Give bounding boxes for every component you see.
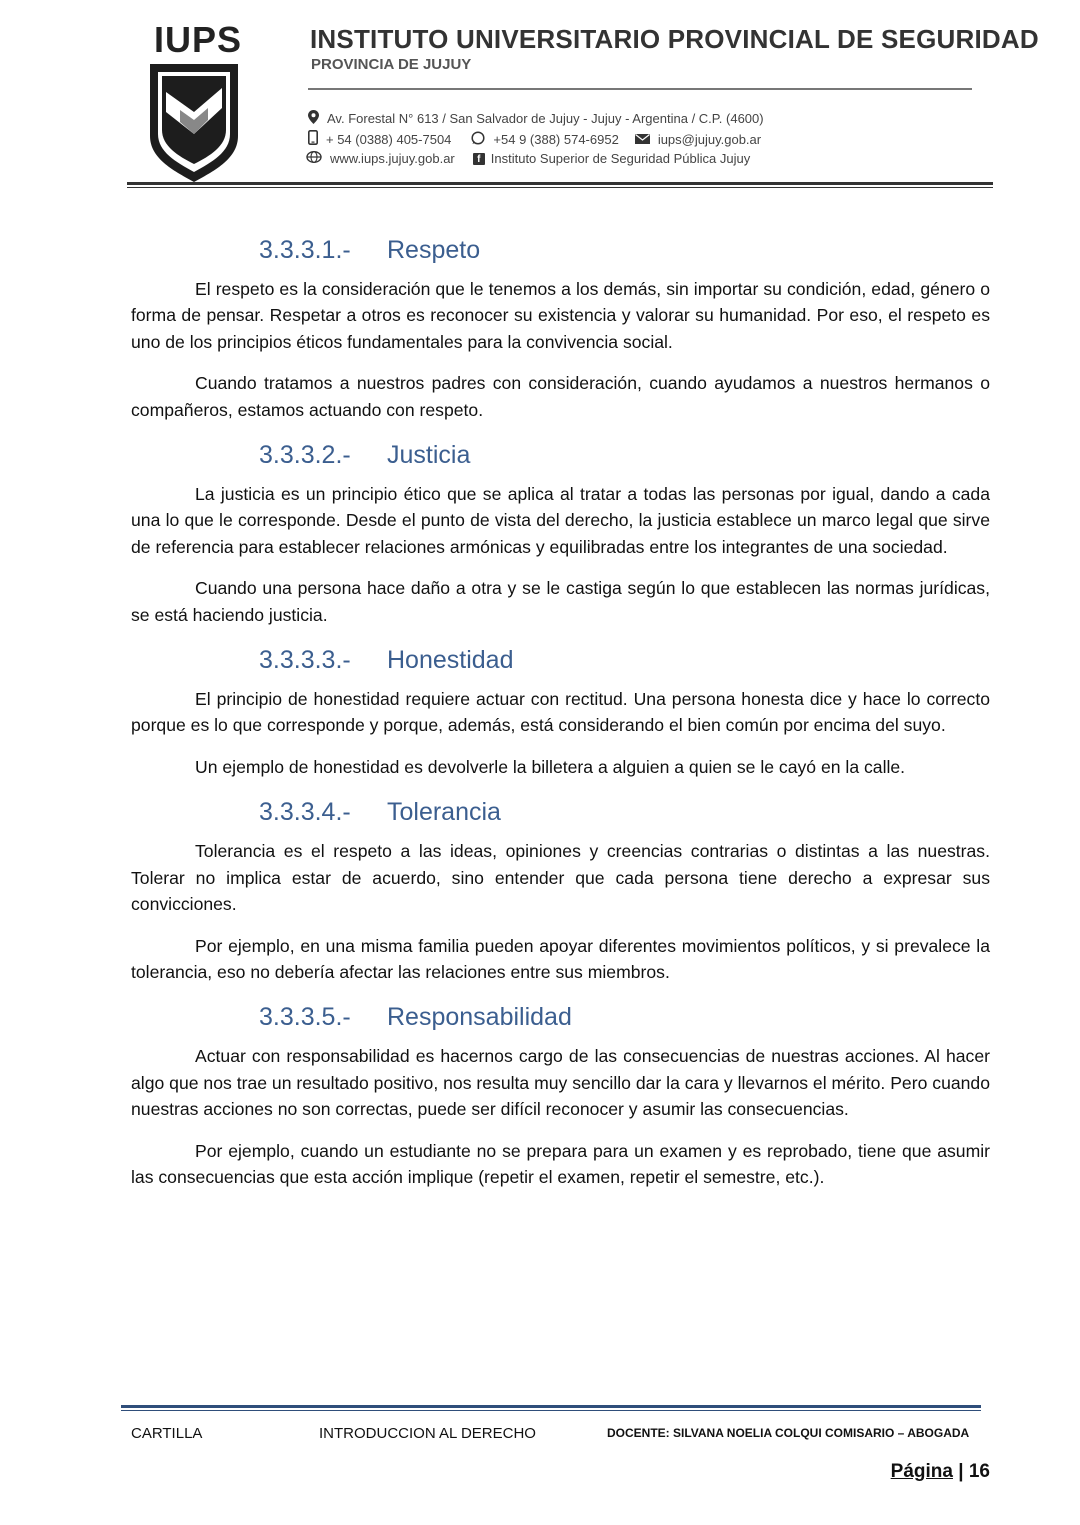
paragraph: Por ejemplo, en una misma familia pueden apoyar diferentes movimientos políticos, y si prevalece la tolerancia, eso no debería afectar las relaciones entre sus miembros. — [131, 935, 990, 982]
globe-icon — [306, 151, 322, 166]
paragraph: Un ejemplo de honestidad es devolverle la billetera a alguien a quien se le cayó en la calle. — [195, 756, 906, 777]
phone-line — [308, 130, 761, 148]
footer-left: CARTILLA — [131, 1425, 203, 1442]
section-honestidad — [131, 640, 990, 780]
paragraph: Cuando una persona hace daño a otra y se le castiga según lo que establecen las normas jurídicas, se está haciendo justicia. — [131, 578, 990, 625]
section-title: Honestidad — [387, 646, 514, 675]
website-text: www.iups.jujuy.gob.ar — [330, 151, 455, 166]
shield-icon — [146, 62, 242, 184]
footer-rule-thin — [121, 1410, 981, 1411]
facebook-text: Instituto Superior de Seguridad Pública Jujuy — [490, 151, 751, 166]
web-line — [306, 151, 750, 166]
section-heading — [259, 435, 990, 475]
footer-right: DOCENTE: SILVANA NOELIA COLQUI COMISARIO – ABOGADA — [607, 1426, 970, 1440]
footer-center: INTRODUCCION AL DERECHO — [319, 1425, 536, 1442]
address-text: Av. Forestal N° 613 / San Salvador de Jujuy - Jujuy - Argentina / C.P. (4600) — [327, 111, 764, 126]
page-number — [891, 1461, 990, 1483]
section-heading — [259, 230, 990, 270]
whatsapp-icon — [471, 131, 485, 148]
page-separator: | — [958, 1461, 964, 1482]
logo-text: IUPS — [153, 19, 243, 60]
section-number: 3.3.3.1.- — [259, 236, 351, 264]
section-title: Respeto — [387, 236, 481, 264]
header-divider — [308, 88, 972, 90]
page-number-value: 16 — [968, 1461, 990, 1482]
header-rule-thick — [127, 182, 993, 185]
section-heading — [259, 792, 990, 832]
section-heading — [259, 640, 990, 680]
whatsapp-text: +54 9 (388) 574-6952 — [493, 131, 619, 147]
facebook-icon: f — [473, 153, 485, 165]
province-name: PROVINCIA DE JUJUY — [311, 56, 472, 73]
section-number: 3.3.3.2.- — [259, 441, 351, 470]
location-pin-icon — [308, 110, 319, 127]
institute-name: INSTITUTO UNIVERSITARIO PROVINCIAL DE SEGURIDAD — [310, 24, 1039, 54]
document-body — [131, 230, 990, 1205]
paragraph: Tolerancia es el respeto a las ideas, opiniones y creencias contrarias o distintas a las nuestras. Tolerar no implica estar de acuerdo, sino entender que cada persona tiene derecho a expresar sus convicciones. — [131, 841, 990, 915]
section-title: Tolerancia — [387, 798, 501, 827]
paragraph: Por ejemplo, cuando un estudiante no se prepara para un examen y es reprobado, tiene que asumir las consecuencias que esta acción implique (repetir el examen, repetir el semestre, etc.). — [131, 1140, 990, 1187]
header-rule-thin — [127, 187, 993, 188]
footer-rule-thick — [121, 1405, 981, 1408]
paragraph: El respeto es la consideración que le tenemos a los demás, sin importar su condición, edad, género o forma de pensar. Respetar a otros es reconocer su existencia y valorar su humanidad. Por eso, el respeto es uno de los principios éticos fundamentales para la convivencia social. — [131, 279, 990, 352]
page-label: Página — [890, 1461, 953, 1482]
paragraph: El principio de honestidad requiere actuar con rectitud. Una persona honesta dice y hace lo correcto porque es lo que corresponde y porque, además, está considerando el bien común por encima del suyo. — [131, 689, 990, 736]
section-respeto — [131, 230, 990, 423]
address-line — [308, 110, 764, 127]
section-heading — [259, 997, 990, 1037]
section-title: Responsabilidad — [387, 1003, 572, 1032]
paragraph: Actuar con responsabilidad es hacernos cargo de las consecuencias de nuestras acciones. Al hacer algo que nos trae un resultado positivo, nos resulta muy sencillo dar la cara y llevarnos el mérito. Pero cuando nuestras acciones no son correctas, puede ser difícil reconocer y asumir las consecuencias. — [131, 1046, 990, 1120]
phone-text: + 54 (0388) 405-7504 — [326, 131, 452, 147]
email-icon — [635, 132, 650, 147]
email-text: iups@jujuy.gob.ar — [657, 131, 762, 147]
paragraph: Cuando tratamos a nuestros padres con consideración, cuando ayudamos a nuestros hermanos o compañeros, estamos actuando con respeto. — [131, 373, 990, 420]
phone-icon — [308, 130, 318, 148]
section-number: 3.3.3.5.- — [259, 1003, 351, 1032]
section-number: 3.3.3.4.- — [259, 798, 351, 827]
paragraph: La justicia es un principio ético que se aplica al tratar a todas las personas por igual, dando a cada una lo que le corresponde. Desde el punto de vista del derecho, la justicia establece un marco legal que sirve de referencia para establecer relaciones armónicas y equilibradas entre los integrantes de una sociedad. — [131, 484, 990, 557]
iups-logo — [146, 20, 250, 184]
section-tolerancia — [131, 792, 990, 985]
section-number: 3.3.3.3.- — [259, 646, 351, 675]
section-responsabilidad — [131, 997, 990, 1190]
section-title: Justicia — [387, 441, 471, 470]
section-justicia — [131, 435, 990, 628]
